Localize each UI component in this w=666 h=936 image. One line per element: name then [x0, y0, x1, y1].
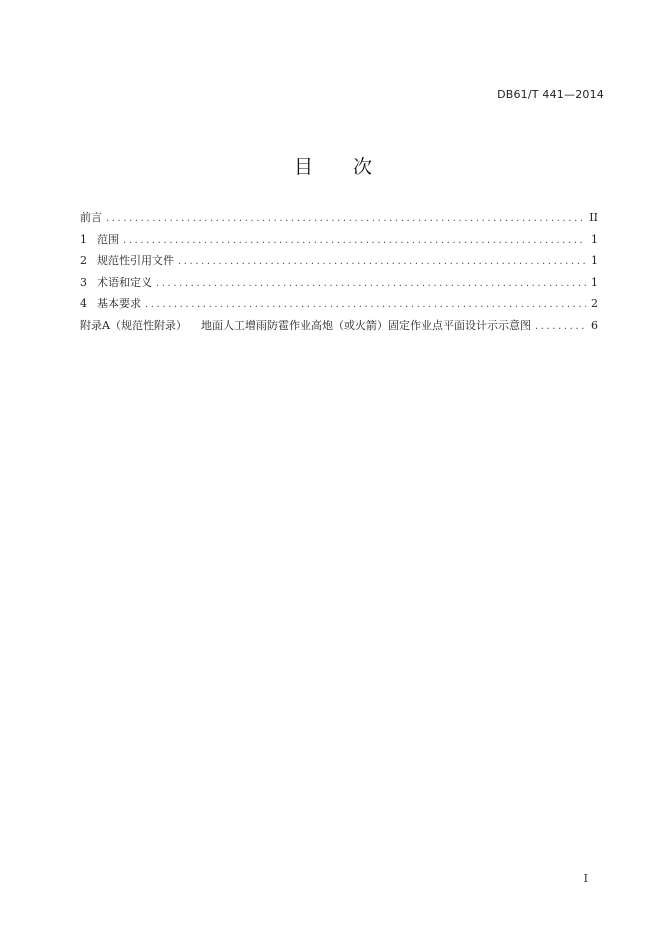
toc-entry-foreword[interactable] — [80, 207, 598, 229]
toc-entry-label-group — [80, 272, 152, 294]
toc-entry-number: 3 — [80, 275, 87, 289]
toc-leader-dots — [156, 273, 586, 295]
toc-entry-label-group — [80, 229, 119, 251]
standard-number: DB61/T 441—2014 — [497, 88, 604, 101]
toc-entry-label: 基本要求 — [97, 297, 141, 311]
toc-entry-normative-references[interactable] — [80, 250, 598, 272]
toc-entry-basic-requirements[interactable] — [80, 293, 598, 315]
table-of-contents — [80, 207, 598, 337]
toc-entry-page: 6 — [591, 318, 598, 332]
page-title-char-1: 目 — [293, 156, 313, 178]
toc-entry-page: 1 — [591, 275, 598, 289]
page-number: I — [583, 872, 588, 885]
toc-entry-label: 前言 — [80, 211, 102, 224]
toc-entry-appendix-a[interactable] — [80, 315, 598, 337]
toc-entry-label-group — [80, 315, 531, 337]
toc-entry-page: 1 — [591, 232, 598, 246]
toc-leader-dots — [123, 230, 586, 252]
toc-entry-label: 地面人工增雨防雹作业高炮（或火箭）固定作业点平面设计示示意图 — [200, 318, 531, 332]
toc-entry-page: 2 — [591, 297, 598, 311]
toc-entry-page: 1 — [591, 254, 598, 268]
toc-entry-terms-definitions[interactable] — [80, 272, 598, 294]
toc-leader-dots — [106, 208, 585, 230]
toc-leader-dots — [535, 316, 586, 338]
page-title — [0, 152, 666, 179]
toc-entry-label-group — [80, 250, 174, 272]
toc-leader-dots — [178, 251, 586, 273]
toc-leader-dots — [145, 294, 586, 316]
toc-entry-label: 范围 — [97, 232, 119, 246]
toc-entry-number: 4 — [80, 297, 87, 311]
toc-entry-scope[interactable] — [80, 229, 598, 251]
toc-entry-number: 附录A（规范性附录） — [80, 318, 187, 332]
toc-entry-label: 规范性引用文件 — [97, 254, 174, 268]
toc-entry-label: 术语和定义 — [97, 275, 152, 289]
toc-entry-number: 2 — [80, 254, 87, 268]
toc-entry-label-group — [80, 293, 141, 315]
toc-entry-page: II — [589, 211, 598, 224]
page-title-char-2: 次 — [353, 156, 373, 178]
toc-entry-number: 1 — [80, 232, 87, 246]
